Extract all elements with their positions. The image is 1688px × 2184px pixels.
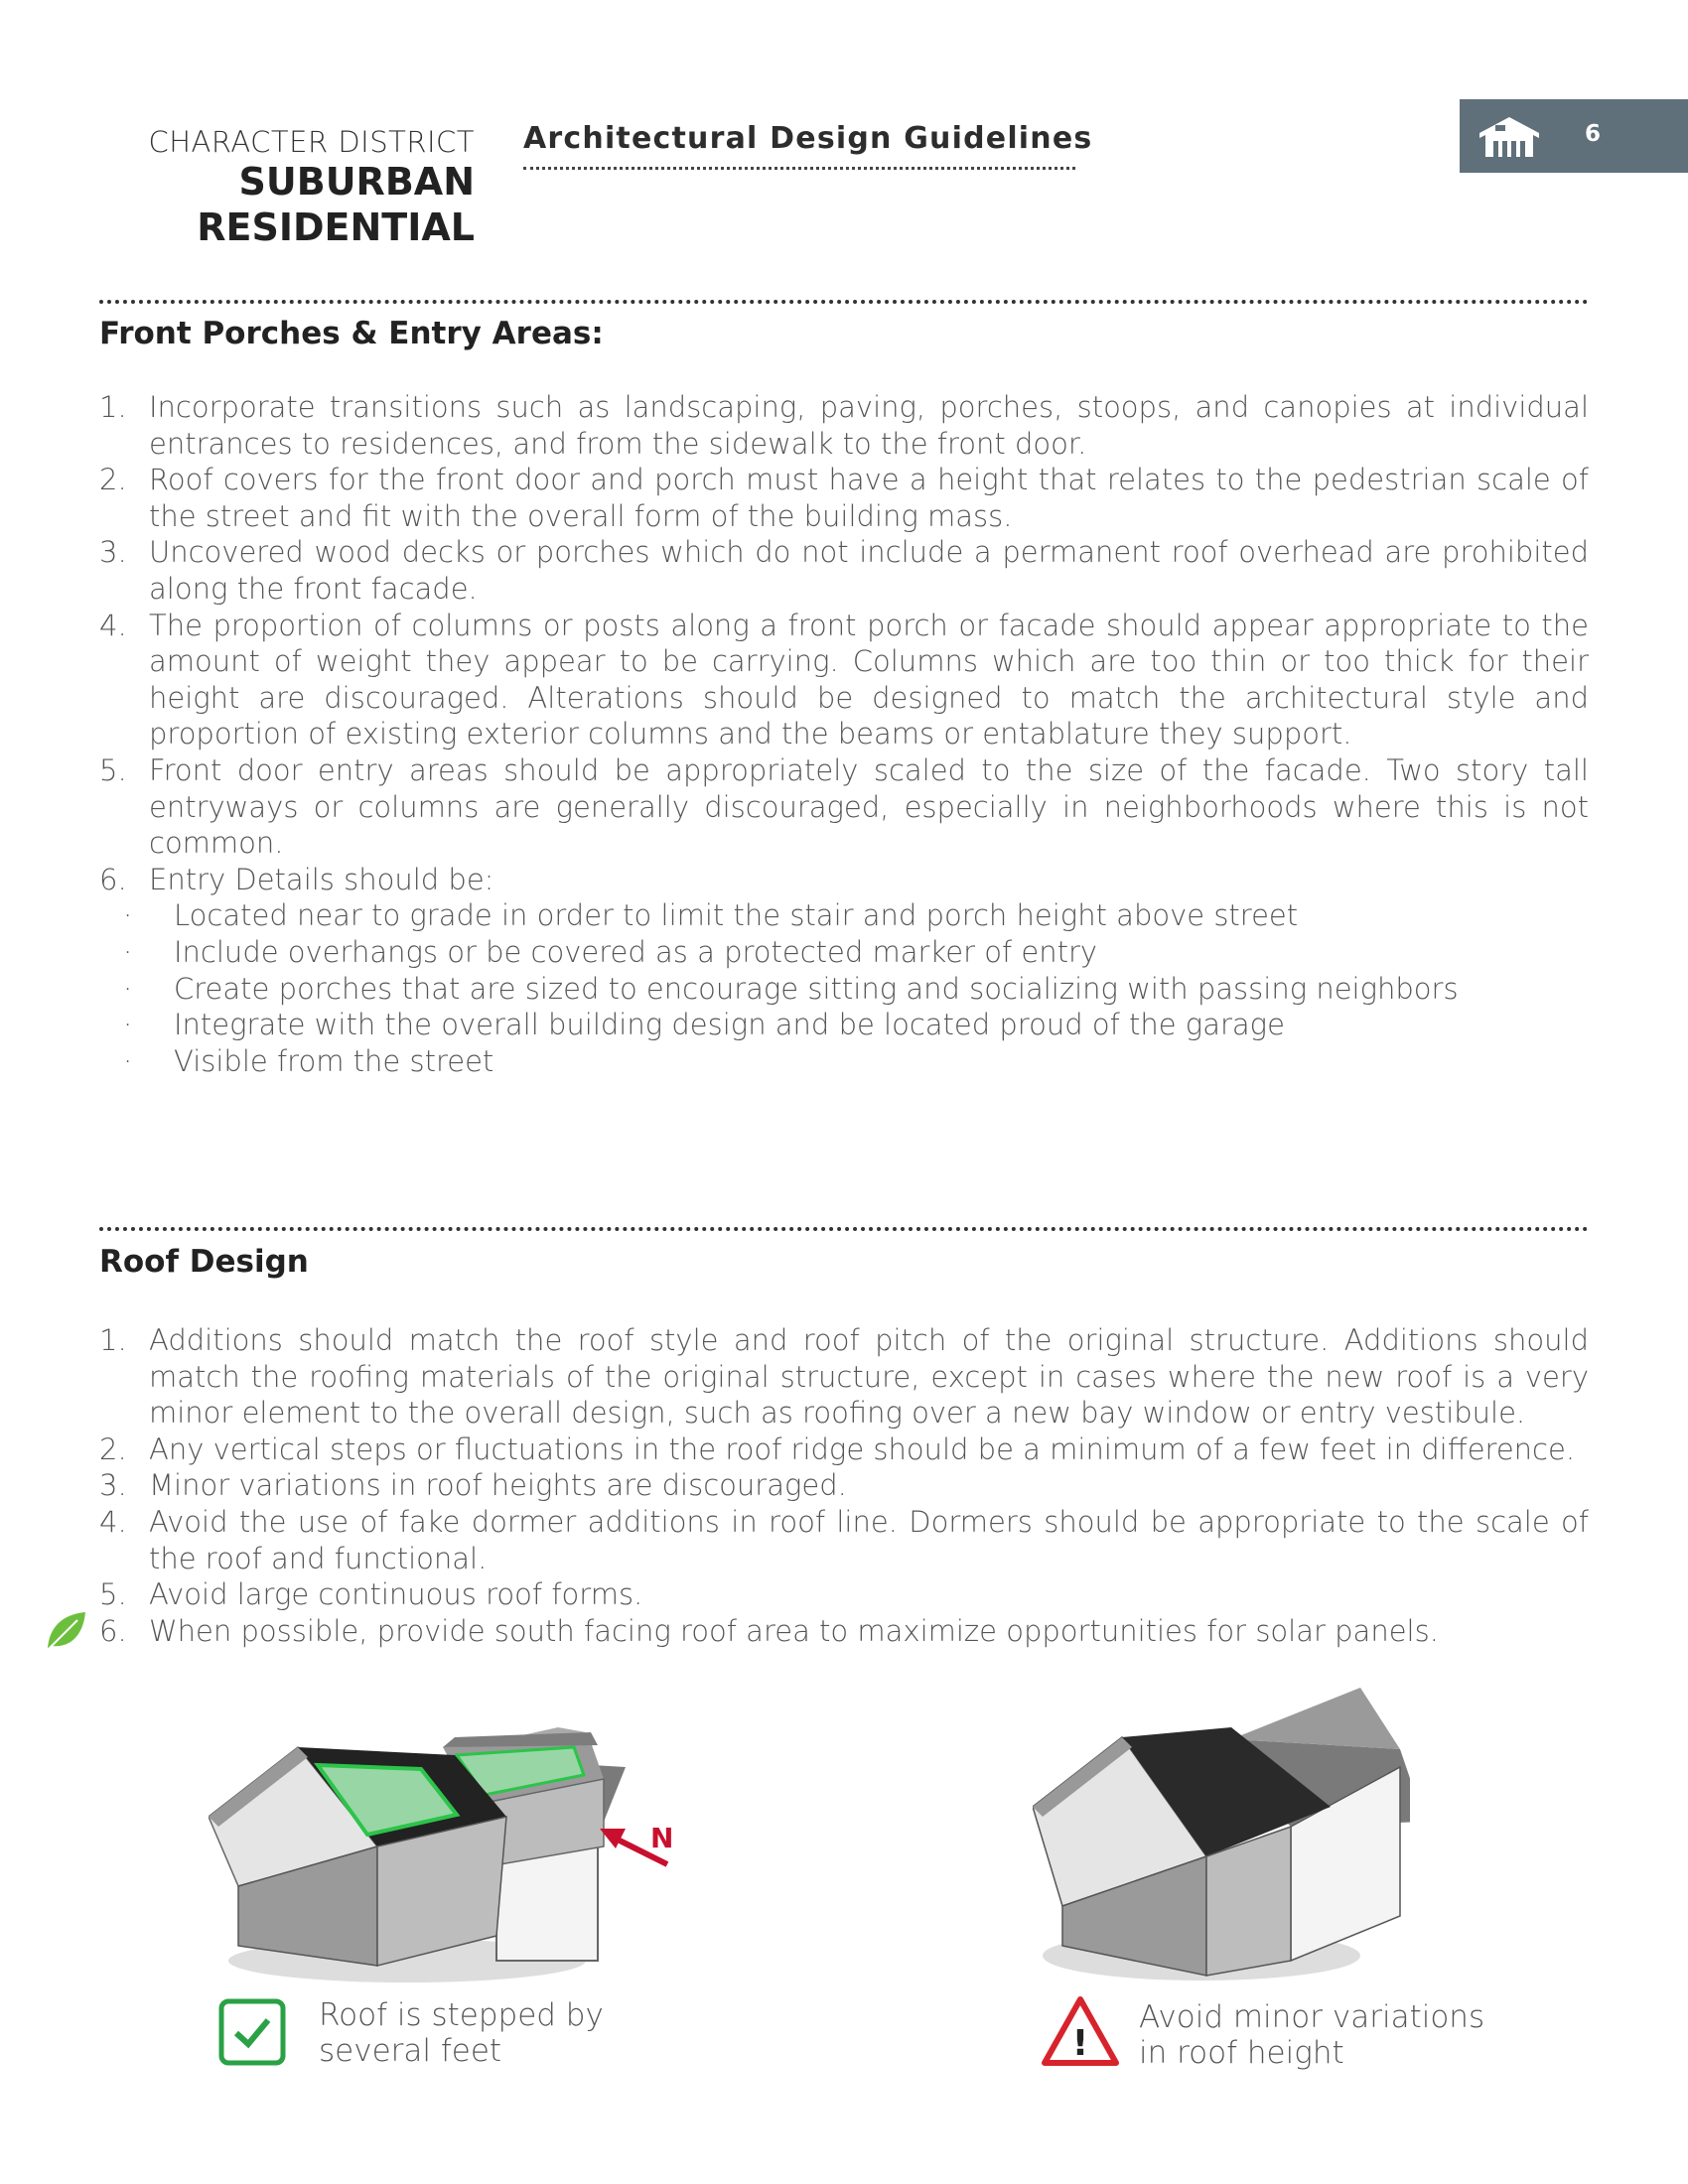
page-number: 6 — [1585, 121, 1602, 147]
list-item: 6. Entry Details should be: · Located near to grade in order to limit the stair and porch height above street · Include overhangs or be covered as a protected marker of entry · Create porches that are sized to encourage sitting and socializing with passing neighbors · Integrate with the overall building design and be located proud of the garage · Visible from the street — [99, 862, 1589, 1080]
bullet-item: · Integrate with the overall building design and be located proud of the garage — [123, 1008, 1285, 1042]
list-item: 2. Any vertical steps or fluctuations in the roof ridge should be a minimum of a few feet in difference. — [99, 1432, 1576, 1466]
minor-variation-roof-illustration — [1033, 1688, 1410, 1985]
bullet-item: · Visible from the street — [123, 1043, 494, 1078]
bullet-item: · Located near to grade in order to limit the stair and porch height above street — [123, 898, 1299, 933]
list-item: 6. When possible, provide south facing roof area to maximize opportunities for solar panels. — [99, 1613, 1439, 1648]
warning-mark: ! — [1071, 2023, 1089, 2064]
list-item: 3. Uncovered wood decks or porches which do not include a permanent roof overhead are prohibited along the front facade. — [99, 535, 1589, 606]
list-item: 5. Front door entry areas should be appropriately scaled to the size of the facade. Two story tall entryways or columns are generally discouraged, especially in neighborhoods where this is not common. — [99, 752, 1589, 861]
list-item: 4. Avoid the use of fake dormer additions in roof line. Dormers should be appropriate to the scale of the roof and functional. — [99, 1504, 1589, 1575]
district-name-line1: SUBURBAN — [238, 160, 475, 204]
house-icon — [1474, 111, 1545, 161]
bad-caption: Avoid minor variations in roof height — [1139, 1999, 1485, 2071]
list-item: 1. Incorporate transitions such as landscaping, paving, porches, stoops, and canopies at individual entrances to residences, and from the sidewalk to the front door. — [99, 390, 1589, 461]
list-item: 1. Additions should match the roof style and roof pitch of the original structure. Additions should match the roofing materials of the original structure, except in cases where the new roof is a very minor element to the overall design, such as roofing over a new bay window or entry vestibule. — [99, 1323, 1589, 1431]
page-tab — [1460, 99, 1688, 173]
north-label: N — [650, 1822, 674, 1854]
bullet-item: · Create porches that are sized to encourage sitting and socializing with passing neighbors — [123, 971, 1459, 1006]
list-item: 3. Minor variations in roof heights are discouraged. — [99, 1468, 847, 1503]
porches-list — [99, 389, 1589, 1079]
roof-title: Roof Design — [99, 1244, 309, 1280]
check-icon — [218, 1998, 286, 2066]
list-item: 4. The proportion of columns or posts along a front porch or facade should appear appropriate to the amount of weight they appear to be carrying. Columns which are too thin or too thick for their height are discouraged. Alterations should be designed to match the architectural style and proportion of existing exterior columns and the beams or entablature they support. — [99, 608, 1589, 751]
district-heading — [148, 125, 475, 250]
guide-title: Architectural Design Guidelines — [523, 121, 1093, 156]
good-caption: Roof is stepped by several feet — [319, 1997, 604, 2069]
section-divider — [99, 1227, 1589, 1231]
list-item: 2. Roof covers for the front door and porch must have a height that relates to the pedestrian scale of the street and fit with the overall form of the building mass. — [99, 463, 1589, 533]
leaf-icon — [44, 1608, 89, 1654]
porches-title: Front Porches & Entry Areas: — [99, 316, 604, 351]
list-item: 5. Avoid large continuous roof forms. — [99, 1577, 643, 1612]
district-name-line2: RESIDENTIAL — [197, 205, 475, 249]
bullet-item: · Include overhangs or be covered as a protected marker of entry — [123, 934, 1098, 969]
entry-details-bullets — [123, 897, 1589, 1079]
title-divider — [523, 167, 1075, 170]
section-divider — [99, 300, 1589, 304]
district-label: CHARACTER DISTRICT — [148, 125, 475, 159]
warning-icon — [1041, 1995, 1120, 2067]
roof-list — [99, 1322, 1589, 1649]
